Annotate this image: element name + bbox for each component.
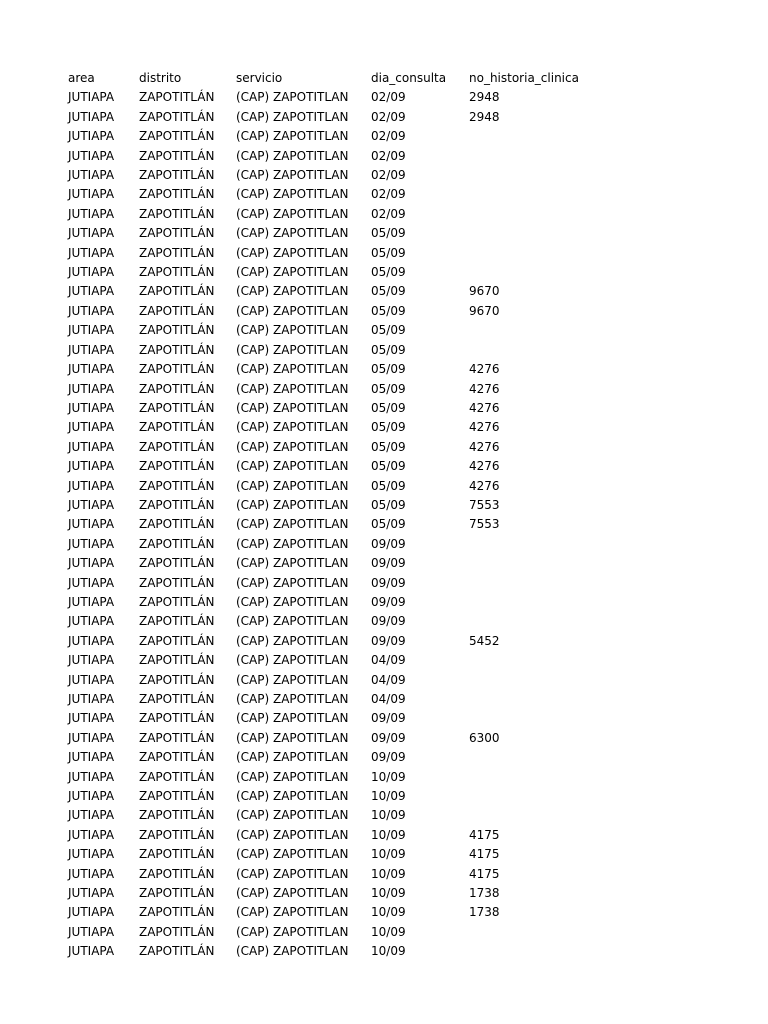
cell-distrito: ZAPOTITLÁN [139, 808, 215, 823]
cell-distrito: ZAPOTITLÁN [139, 187, 215, 202]
cell-no-historia-clinica [469, 166, 609, 185]
cell-distrito: ZAPOTITLÁN [139, 750, 215, 765]
cell-dia-consulta: 04/09 [371, 692, 406, 706]
cell-distrito: ZAPOTITLÁN [139, 90, 215, 105]
cell-servicio: (CAP) ZAPOTITLAN [236, 750, 349, 765]
cell-servicio: (CAP) ZAPOTITLAN [236, 303, 349, 318]
cell-servicio: (CAP) ZAPOTITLAN [236, 342, 349, 357]
table-row [68, 729, 609, 748]
table-row [68, 302, 609, 321]
cell-distrito: ZAPOTITLÁN [139, 633, 215, 648]
table-row [68, 768, 609, 787]
cell-no-historia-clinica: 4276 [469, 381, 500, 396]
cell-dia-consulta: 09/09 [371, 556, 406, 571]
table-row [68, 166, 609, 185]
cell-distrito: ZAPOTITLÁN [139, 284, 215, 299]
cell-area: JUTIAPA [68, 672, 115, 687]
cell-dia-consulta: 05/09 [371, 303, 406, 318]
cell-no-historia-clinica [469, 768, 609, 787]
cell-area: JUTIAPA [68, 692, 115, 706]
cell-no-historia-clinica [469, 671, 609, 690]
cell-area: JUTIAPA [68, 847, 115, 862]
cell-dia-consulta: 09/09 [371, 633, 406, 648]
records-table [68, 69, 609, 962]
cell-no-historia-clinica: 4276 [469, 400, 500, 415]
cell-distrito: ZAPOTITLÁN [139, 711, 215, 726]
table-body [68, 88, 609, 961]
table-row [68, 632, 609, 651]
cell-dia-consulta: 10/09 [371, 905, 406, 920]
cell-servicio: (CAP) ZAPOTITLAN [236, 672, 349, 687]
cell-dia-consulta: 10/09 [371, 924, 406, 939]
cell-no-historia-clinica: 5452 [469, 633, 500, 648]
cell-no-historia-clinica: 4276 [469, 478, 500, 493]
cell-area: JUTIAPA [68, 148, 115, 163]
cell-dia-consulta: 10/09 [371, 866, 406, 881]
cell-dia-consulta: 10/09 [371, 847, 406, 862]
table-row [68, 185, 609, 204]
cell-no-historia-clinica: 4175 [469, 827, 500, 842]
cell-no-historia-clinica [469, 205, 609, 224]
cell-no-historia-clinica [469, 574, 609, 593]
table-row [68, 360, 609, 379]
cell-servicio: (CAP) ZAPOTITLAN [236, 168, 349, 183]
cell-distrito: ZAPOTITLÁN [139, 497, 215, 512]
header-distrito: distrito [139, 71, 182, 85]
cell-dia-consulta: 05/09 [371, 362, 406, 377]
cell-area: JUTIAPA [68, 789, 115, 804]
cell-no-historia-clinica: 1738 [469, 905, 500, 920]
cell-no-historia-clinica [469, 321, 609, 340]
cell-area: JUTIAPA [68, 866, 115, 881]
cell-no-historia-clinica: 9670 [469, 303, 500, 318]
cell-area: JUTIAPA [68, 944, 115, 959]
cell-distrito: ZAPOTITLÁN [139, 594, 215, 609]
cell-dia-consulta: 05/09 [371, 284, 406, 299]
cell-area: JUTIAPA [68, 575, 115, 590]
cell-area: JUTIAPA [68, 187, 115, 202]
cell-distrito: ZAPOTITLÁN [139, 400, 215, 415]
cell-dia-consulta: 04/09 [371, 672, 406, 687]
cell-servicio: (CAP) ZAPOTITLAN [236, 536, 349, 551]
cell-no-historia-clinica: 4276 [469, 420, 500, 435]
table-row [68, 865, 609, 884]
cell-no-historia-clinica: 4276 [469, 439, 500, 454]
cell-dia-consulta: 02/09 [371, 206, 406, 221]
cell-no-historia-clinica [469, 690, 609, 709]
cell-dia-consulta: 05/09 [371, 265, 406, 280]
cell-distrito: ZAPOTITLÁN [139, 672, 215, 687]
cell-area: JUTIAPA [68, 517, 115, 532]
cell-dia-consulta: 09/09 [371, 750, 406, 765]
cell-dia-consulta: 10/09 [371, 769, 406, 784]
cell-dia-consulta: 02/09 [371, 148, 406, 163]
cell-servicio: (CAP) ZAPOTITLAN [236, 866, 349, 881]
cell-no-historia-clinica: 1738 [469, 886, 500, 901]
cell-no-historia-clinica [469, 709, 609, 728]
cell-servicio: (CAP) ZAPOTITLAN [236, 944, 349, 959]
table-row [68, 709, 609, 728]
cell-dia-consulta: 02/09 [371, 187, 406, 202]
cell-no-historia-clinica: 4175 [469, 866, 500, 881]
cell-dia-consulta: 05/09 [371, 439, 406, 454]
cell-no-historia-clinica [469, 244, 609, 263]
cell-area: JUTIAPA [68, 459, 115, 474]
cell-servicio: (CAP) ZAPOTITLAN [236, 614, 349, 629]
cell-no-historia-clinica [469, 185, 609, 204]
cell-no-historia-clinica [469, 806, 609, 825]
cell-area: JUTIAPA [68, 750, 115, 765]
table-row [68, 845, 609, 864]
cell-dia-consulta: 05/09 [371, 381, 406, 396]
cell-area: JUTIAPA [68, 284, 115, 299]
table-row [68, 205, 609, 224]
cell-servicio: (CAP) ZAPOTITLAN [236, 245, 349, 260]
cell-distrito: ZAPOTITLÁN [139, 924, 215, 939]
cell-no-historia-clinica: 7553 [469, 517, 500, 532]
cell-servicio: (CAP) ZAPOTITLAN [236, 497, 349, 512]
cell-distrito: ZAPOTITLÁN [139, 827, 215, 842]
cell-no-historia-clinica [469, 787, 609, 806]
table-row [68, 321, 609, 340]
cell-distrito: ZAPOTITLÁN [139, 459, 215, 474]
cell-dia-consulta: 05/09 [371, 459, 406, 474]
header-area: area [68, 71, 95, 85]
cell-dia-consulta: 09/09 [371, 575, 406, 590]
cell-no-historia-clinica [469, 748, 609, 767]
table-row [68, 477, 609, 496]
cell-servicio: (CAP) ZAPOTITLAN [236, 711, 349, 726]
cell-servicio: (CAP) ZAPOTITLAN [236, 284, 349, 299]
cell-distrito: ZAPOTITLÁN [139, 226, 215, 241]
cell-servicio: (CAP) ZAPOTITLAN [236, 886, 349, 901]
table-row [68, 341, 609, 360]
cell-area: JUTIAPA [68, 633, 115, 648]
cell-area: JUTIAPA [68, 827, 115, 842]
cell-servicio: (CAP) ZAPOTITLAN [236, 594, 349, 609]
cell-no-historia-clinica [469, 923, 609, 942]
cell-area: JUTIAPA [68, 730, 115, 745]
cell-servicio: (CAP) ZAPOTITLAN [236, 808, 349, 823]
cell-dia-consulta: 10/09 [371, 789, 406, 804]
cell-distrito: ZAPOTITLÁN [139, 439, 215, 454]
cell-dia-consulta: 05/09 [371, 497, 406, 512]
cell-no-historia-clinica [469, 593, 609, 612]
cell-no-historia-clinica: 2948 [469, 109, 500, 124]
cell-no-historia-clinica: 2948 [469, 90, 500, 105]
table-row [68, 923, 609, 942]
cell-distrito: ZAPOTITLÁN [139, 575, 215, 590]
cell-area: JUTIAPA [68, 323, 115, 338]
cell-dia-consulta: 05/09 [371, 517, 406, 532]
table-row [68, 671, 609, 690]
cell-servicio: (CAP) ZAPOTITLAN [236, 905, 349, 920]
cell-dia-consulta: 05/09 [371, 400, 406, 415]
table-row [68, 224, 609, 243]
cell-distrito: ZAPOTITLÁN [139, 109, 215, 124]
cell-servicio: (CAP) ZAPOTITLAN [236, 769, 349, 784]
cell-servicio: (CAP) ZAPOTITLAN [236, 323, 349, 338]
cell-no-historia-clinica [469, 224, 609, 243]
cell-distrito: ZAPOTITLÁN [139, 789, 215, 804]
cell-servicio: (CAP) ZAPOTITLAN [236, 478, 349, 493]
cell-area: JUTIAPA [68, 265, 115, 280]
table-row [68, 438, 609, 457]
cell-area: JUTIAPA [68, 109, 115, 124]
cell-dia-consulta: 05/09 [371, 245, 406, 260]
cell-area: JUTIAPA [68, 614, 115, 629]
cell-dia-consulta: 10/09 [371, 944, 406, 959]
table-row [68, 244, 609, 263]
cell-servicio: (CAP) ZAPOTITLAN [236, 148, 349, 163]
cell-servicio: (CAP) ZAPOTITLAN [236, 789, 349, 804]
table-row [68, 127, 609, 146]
table-row [68, 748, 609, 767]
cell-distrito: ZAPOTITLÁN [139, 381, 215, 396]
cell-no-historia-clinica [469, 612, 609, 631]
cell-no-historia-clinica: 7553 [469, 497, 500, 512]
cell-servicio: (CAP) ZAPOTITLAN [236, 847, 349, 862]
table-row [68, 690, 609, 709]
table-header [68, 69, 609, 88]
cell-distrito: ZAPOTITLÁN [139, 847, 215, 862]
cell-servicio: (CAP) ZAPOTITLAN [236, 924, 349, 939]
cell-area: JUTIAPA [68, 226, 115, 241]
cell-area: JUTIAPA [68, 129, 115, 144]
cell-distrito: ZAPOTITLÁN [139, 206, 215, 221]
cell-area: JUTIAPA [68, 168, 115, 183]
cell-no-historia-clinica: 9670 [469, 284, 500, 299]
table-row [68, 108, 609, 127]
cell-dia-consulta: 05/09 [371, 323, 406, 338]
table-row [68, 612, 609, 631]
cell-no-historia-clinica [469, 651, 609, 670]
cell-servicio: (CAP) ZAPOTITLAN [236, 556, 349, 571]
cell-distrito: ZAPOTITLÁN [139, 129, 215, 144]
cell-servicio: (CAP) ZAPOTITLAN [236, 633, 349, 648]
cell-dia-consulta: 05/09 [371, 420, 406, 435]
table-row [68, 651, 609, 670]
cell-area: JUTIAPA [68, 905, 115, 920]
cell-distrito: ZAPOTITLÁN [139, 653, 215, 668]
table-row [68, 457, 609, 476]
table-row [68, 826, 609, 845]
cell-area: JUTIAPA [68, 381, 115, 396]
cell-servicio: (CAP) ZAPOTITLAN [236, 653, 349, 668]
cell-servicio: (CAP) ZAPOTITLAN [236, 129, 349, 144]
cell-area: JUTIAPA [68, 808, 115, 823]
table-row [68, 884, 609, 903]
cell-distrito: ZAPOTITLÁN [139, 556, 215, 571]
cell-area: JUTIAPA [68, 400, 115, 415]
cell-area: JUTIAPA [68, 362, 115, 377]
cell-servicio: (CAP) ZAPOTITLAN [236, 575, 349, 590]
cell-no-historia-clinica [469, 942, 609, 961]
cell-distrito: ZAPOTITLÁN [139, 692, 215, 706]
cell-no-historia-clinica [469, 554, 609, 573]
cell-area: JUTIAPA [68, 556, 115, 571]
cell-servicio: (CAP) ZAPOTITLAN [236, 420, 349, 435]
table-row [68, 806, 609, 825]
cell-servicio: (CAP) ZAPOTITLAN [236, 265, 349, 280]
table-row [68, 418, 609, 437]
table-row [68, 88, 609, 107]
cell-no-historia-clinica: 4175 [469, 847, 500, 862]
cell-area: JUTIAPA [68, 886, 115, 901]
table-row [68, 593, 609, 612]
cell-distrito: ZAPOTITLÁN [139, 148, 215, 163]
cell-dia-consulta: 05/09 [371, 226, 406, 241]
cell-dia-consulta: 10/09 [371, 886, 406, 901]
cell-area: JUTIAPA [68, 90, 115, 105]
cell-distrito: ZAPOTITLÁN [139, 342, 215, 357]
cell-distrito: ZAPOTITLÁN [139, 420, 215, 435]
cell-dia-consulta: 10/09 [371, 827, 406, 842]
table-row [68, 787, 609, 806]
cell-no-historia-clinica [469, 535, 609, 554]
cell-area: JUTIAPA [68, 769, 115, 784]
cell-area: JUTIAPA [68, 303, 115, 318]
table-row [68, 942, 609, 961]
cell-dia-consulta: 04/09 [371, 653, 406, 668]
cell-distrito: ZAPOTITLÁN [139, 517, 215, 532]
cell-no-historia-clinica [469, 127, 609, 146]
cell-area: JUTIAPA [68, 420, 115, 435]
cell-distrito: ZAPOTITLÁN [139, 323, 215, 338]
cell-distrito: ZAPOTITLÁN [139, 944, 215, 959]
cell-area: JUTIAPA [68, 497, 115, 512]
cell-area: JUTIAPA [68, 594, 115, 609]
cell-servicio: (CAP) ZAPOTITLAN [236, 362, 349, 377]
table-row [68, 515, 609, 534]
cell-area: JUTIAPA [68, 342, 115, 357]
table-row [68, 380, 609, 399]
cell-dia-consulta: 02/09 [371, 90, 406, 105]
cell-no-historia-clinica: 6300 [469, 730, 500, 745]
cell-distrito: ZAPOTITLÁN [139, 478, 215, 493]
table-row [68, 496, 609, 515]
cell-dia-consulta: 09/09 [371, 536, 406, 551]
cell-servicio: (CAP) ZAPOTITLAN [236, 439, 349, 454]
cell-dia-consulta: 02/09 [371, 168, 406, 183]
header-servicio: servicio [236, 71, 283, 85]
cell-area: JUTIAPA [68, 478, 115, 493]
cell-distrito: ZAPOTITLÁN [139, 866, 215, 881]
cell-area: JUTIAPA [68, 245, 115, 260]
cell-servicio: (CAP) ZAPOTITLAN [236, 517, 349, 532]
cell-dia-consulta: 09/09 [371, 614, 406, 629]
table-row [68, 282, 609, 301]
cell-no-historia-clinica: 4276 [469, 362, 500, 377]
cell-distrito: ZAPOTITLÁN [139, 303, 215, 318]
table-row [68, 535, 609, 554]
cell-area: JUTIAPA [68, 653, 115, 668]
cell-distrito: ZAPOTITLÁN [139, 730, 215, 745]
table-row [68, 147, 609, 166]
table-row [68, 903, 609, 922]
cell-no-historia-clinica: 4276 [469, 459, 500, 474]
cell-dia-consulta: 02/09 [371, 109, 406, 124]
cell-area: JUTIAPA [68, 439, 115, 454]
cell-servicio: (CAP) ZAPOTITLAN [236, 381, 349, 396]
cell-servicio: (CAP) ZAPOTITLAN [236, 827, 349, 842]
cell-servicio: (CAP) ZAPOTITLAN [236, 109, 349, 124]
cell-distrito: ZAPOTITLÁN [139, 769, 215, 784]
cell-dia-consulta: 05/09 [371, 478, 406, 493]
table-row [68, 399, 609, 418]
cell-no-historia-clinica [469, 263, 609, 282]
cell-dia-consulta: 09/09 [371, 711, 406, 726]
header-dia-consulta: dia_consulta [371, 71, 447, 85]
cell-dia-consulta: 09/09 [371, 594, 406, 609]
table-row [68, 554, 609, 573]
cell-servicio: (CAP) ZAPOTITLAN [236, 692, 349, 706]
table-row [68, 263, 609, 282]
cell-dia-consulta: 05/09 [371, 342, 406, 357]
cell-distrito: ZAPOTITLÁN [139, 265, 215, 280]
cell-area: JUTIAPA [68, 536, 115, 551]
cell-area: JUTIAPA [68, 924, 115, 939]
cell-servicio: (CAP) ZAPOTITLAN [236, 90, 349, 105]
cell-servicio: (CAP) ZAPOTITLAN [236, 459, 349, 474]
cell-servicio: (CAP) ZAPOTITLAN [236, 400, 349, 415]
cell-distrito: ZAPOTITLÁN [139, 168, 215, 183]
cell-servicio: (CAP) ZAPOTITLAN [236, 206, 349, 221]
cell-servicio: (CAP) ZAPOTITLAN [236, 226, 349, 241]
cell-dia-consulta: 10/09 [371, 808, 406, 823]
cell-distrito: ZAPOTITLÁN [139, 362, 215, 377]
cell-area: JUTIAPA [68, 711, 115, 726]
cell-distrito: ZAPOTITLÁN [139, 245, 215, 260]
cell-no-historia-clinica [469, 147, 609, 166]
header-no-historia-clinica: no_historia_clinica [469, 71, 579, 85]
cell-servicio: (CAP) ZAPOTITLAN [236, 187, 349, 202]
cell-distrito: ZAPOTITLÁN [139, 905, 215, 920]
header-row [68, 69, 609, 88]
cell-distrito: ZAPOTITLÁN [139, 886, 215, 901]
cell-distrito: ZAPOTITLÁN [139, 536, 215, 551]
cell-dia-consulta: 02/09 [371, 129, 406, 144]
cell-servicio: (CAP) ZAPOTITLAN [236, 730, 349, 745]
cell-area: JUTIAPA [68, 206, 115, 221]
table-row [68, 574, 609, 593]
cell-dia-consulta: 09/09 [371, 730, 406, 745]
cell-no-historia-clinica [469, 341, 609, 360]
cell-distrito: ZAPOTITLÁN [139, 614, 215, 629]
